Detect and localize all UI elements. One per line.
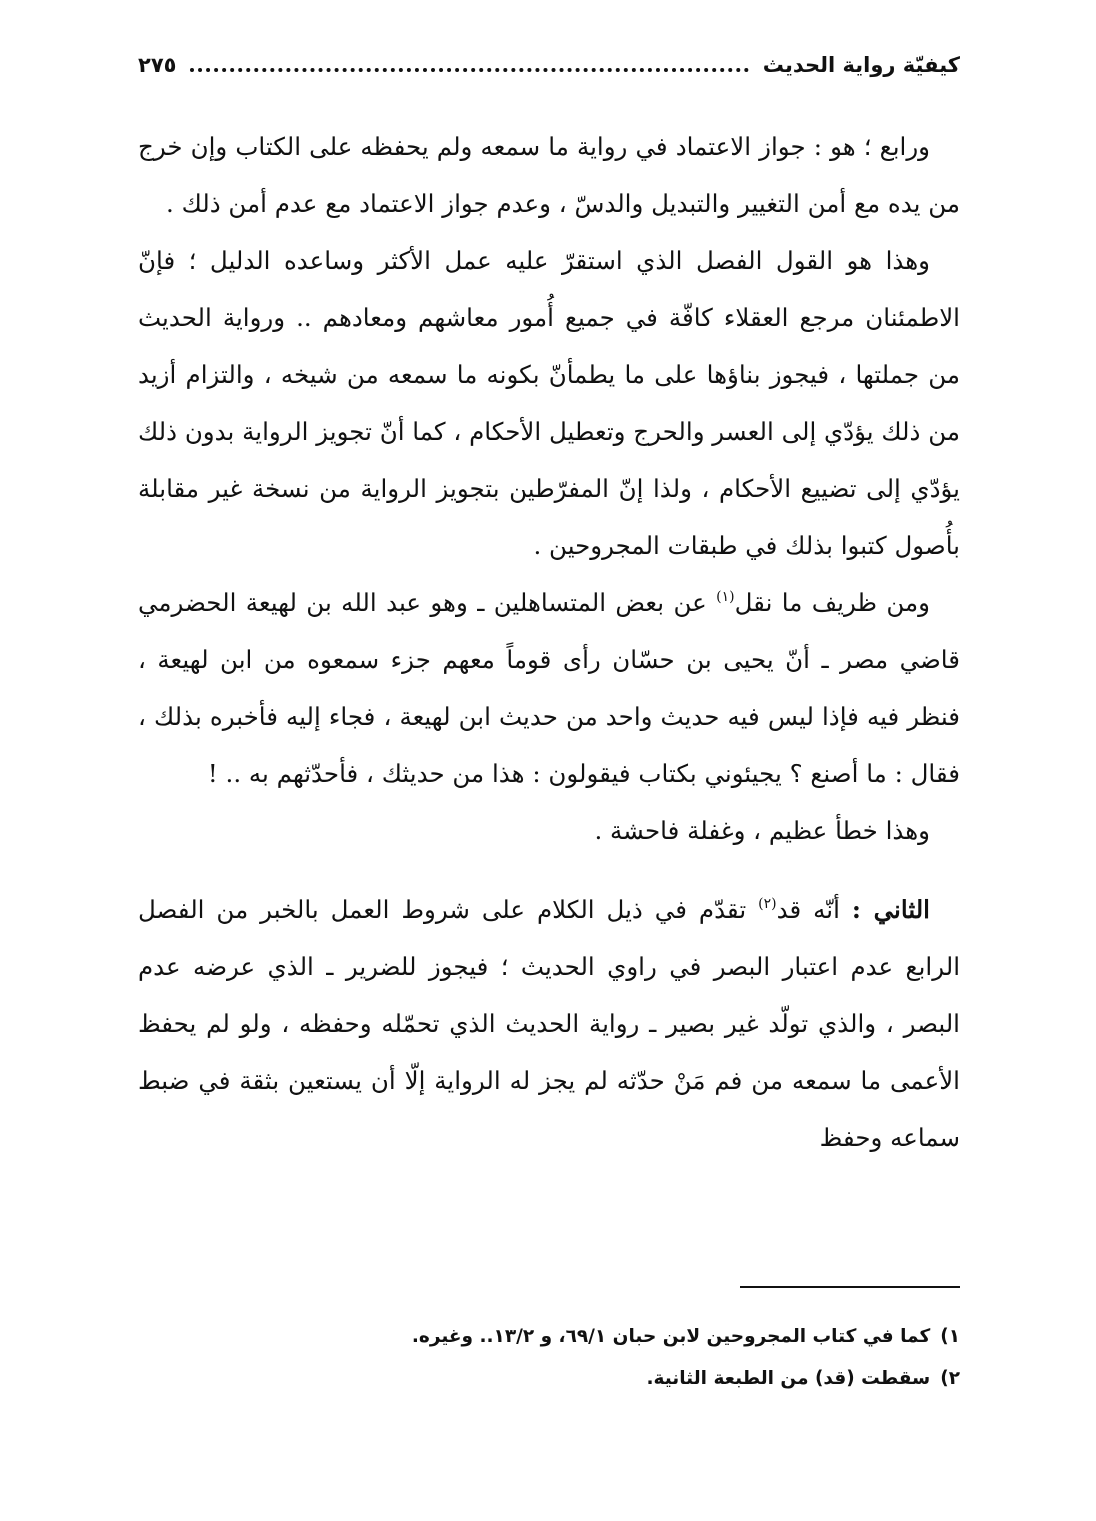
second-point-text-rest: تقدّم في ذيل الكلام على شروط العمل بالخبر من الفصل الرابع عدم اعتبار البصر في راوي الحديث ؛ فيجوز للضرير ـ الذي عرضه عدم البصر ، والذي تولّد غير بصير ـ رواية الحديث الذي تحمّله وحفظه ، ولو لم يحفظ الأعمى ما سمعه من فم مَنْ حدّثه لم يجز له الرواية إلّا أن يستعين بثقة في ضبط سماعه وحفظ [138,895,960,1152]
footnote-1-text: كما في كتاب المجروحين لابن حبان ٦٩/١، و ١٣/٢.. وغيره. [411,1326,931,1347]
paragraph-ibn-lahia-anecdote [138,574,960,802]
footnote-ref-2: (٢) [758,896,777,912]
footnote-2-text: سقطت (قد) من الطبعة الثانية. [646,1368,931,1389]
second-point-text-start: أنّه قد [776,895,852,924]
footnotes [138,1316,960,1400]
anecdote-text-rest: عن بعض المتساهلين ـ وهو عبد الله بن لهيعة الحضرمي قاضي مصر ـ أنّ يحيى بن حسّان رأى قوماً معهم جزء سمعوه من ابن لهيعة ، فنظر فيه فإذا ليس فيه حديث واحد من حديث ابن لهيعة ، فجاء إليه فأخبره بذلك ، فقال : ما أصنع ؟ يجيئوني بكتاب فيقولون : هذا من حديثك ، فأحدّثهم به .. ! [138,588,960,788]
paragraph-decisive-opinion: وهذا هو القول الفصل الذي استقرّ عليه عمل الأكثر وساعده الدليل ؛ فإنّ الاطمئنان مرجع العقلاء كافّة في جميع أُمور معاشهم ومعادهم .. ورواية الحديث من جملتها ، فيجوز بناؤها على ما يطمأنّ بكونه ما سمعه من شيخه ، والتزام أزيد من ذلك يؤدّي إلى العسر والحرج وتعطيل الأحكام ، كما أنّ تجويز الرواية بدون ذلك يؤدّي إلى تضييع الأحكام ، ولذا إنّ المفرّطين بتجويز الرواية من نسخة غير مقابلة بأُصول كتبوا بذلك في طبقات المجروحين . [138,246,960,560]
second-point-lead: الثاني : [851,895,930,924]
running-header-title: كيفيّة رواية الحديث [762,53,960,77]
page-number: ٢٧٥ [138,53,177,77]
running-header [138,36,960,76]
footnote-1-number: ١) [940,1326,960,1347]
anecdote-text-start: ومن ظريف ما نقل [734,588,930,617]
footnote-2 [138,1358,960,1400]
footnote-1 [138,1316,960,1358]
dotted-leader [190,68,748,72]
footnote-ref-1: (١) [716,589,735,605]
paragraph-second-point [138,881,960,1166]
paragraph-fourth-opinion: ورابع ؛ هو : جواز الاعتماد في رواية ما سمعه ولم يحفظه على الكتاب وإن خرج من يده مع أمن التغيير والتبديل والدسّ ، وعدم جواز الاعتماد مع عدم أمن ذلك . [138,132,960,218]
footnote-2-number: ٢) [940,1368,960,1389]
paragraph-verdict: وهذا خطأ عظيم ، وغفلة فاحشة . [594,816,930,845]
body-text [138,118,960,1166]
footnote-separator [740,1286,960,1288]
